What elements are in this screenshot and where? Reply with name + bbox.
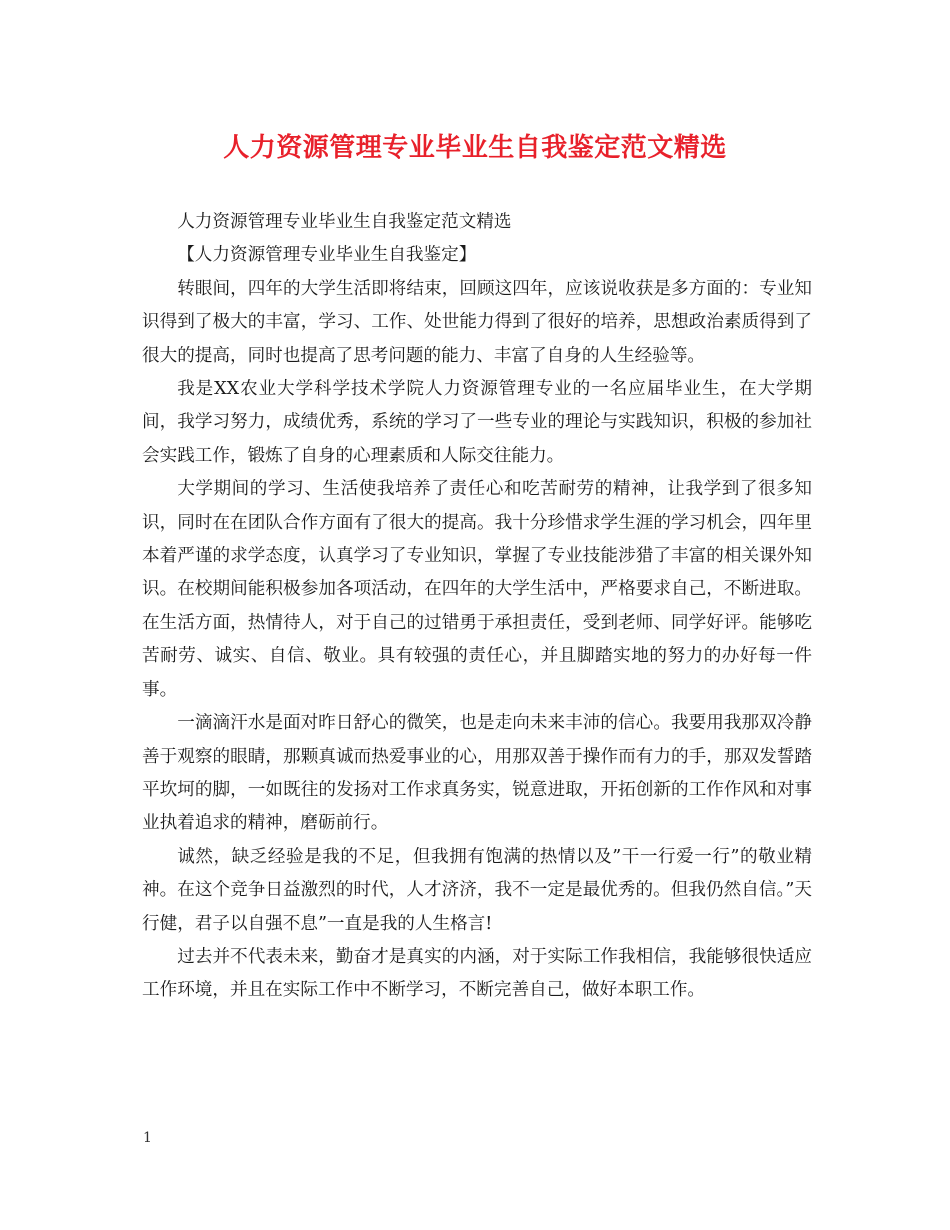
document-title: 人力资源管理专业毕业生自我鉴定范文精选 xyxy=(223,133,727,163)
body-paragraph: 诚然，缺乏经验是我的不足，但我拥有饱满的热情以及”干一行爱一行”的敬业精神。在这个竞争日益激烈的时代，人才济济，我不一定是最优秀的。但我仍然自信。”天行健，君子以自强不息”一直是我的人生格言! xyxy=(142,846,812,934)
subtitle-paragraph: 人力资源管理专业毕业生自我鉴定范文精选 xyxy=(177,212,512,232)
page-number: 1 xyxy=(143,1130,152,1146)
document-body xyxy=(142,206,812,1008)
body-paragraph: 大学期间的学习、生活使我培养了责任心和吃苦耐劳的精神，让我学到了很多知识，同时在在团队合作方面有了很大的提高。我十分珍惜求学生涯的学习机会，四年里本着严谨的求学态度，认真学习了专业知识，掌握了专业技能涉猎了丰富的相关课外知识。在校期间能积极参加各项活动，在四年的大学生活中，严格要求自己，不断进取。在生活方面，热情待人，对于自己的过错勇于承担责任，受到老师、同学好评。能够吃苦耐劳、诚实、自信、敬业。具有较强的责任心，并且脚踏实地的努力的办好每一件事。 xyxy=(142,479,812,700)
body-paragraph: 一滴滴汗水是面对昨日舒心的微笑，也是走向未来丰沛的信心。我要用我那双冷静善于观察的眼睛，那颗真诚而热爱事业的心，用那双善于操作而有力的手，那双发誓踏平坎坷的脚，一如既往的发扬对工作求真务实，锐意进取，开拓创新的工作作风和对事业执着追求的精神，磨砺前行。 xyxy=(142,713,812,834)
body-paragraph: 过去并不代表未来，勤奋才是真实的内涵，对于实际工作我相信，我能够很快适应工作环境，并且在实际工作中不断学习，不断完善自己，做好本职工作。 xyxy=(142,946,812,1001)
body-paragraph: 我是XX农业大学科学技术学院人力资源管理专业的一名应届毕业生，在大学期间，我学习努力，成绩优秀，系统的学习了一些专业的理论与实践知识，积极的参加社会实践工作，锻炼了自身的心理素质和人际交往能力。 xyxy=(142,379,812,466)
body-paragraph: 转眼间，四年的大学生活即将结束，回顾这四年，应该说收获是多方面的：专业知识得到了极大的丰富，学习、工作、处世能力得到了很好的培养，思想政治素质得到了很大的提高，同时也提高了思考问题的能力、丰富了自身的人生经验等。 xyxy=(142,278,812,366)
section-heading: 【人力资源管理专业毕业生自我鉴定】 xyxy=(177,245,477,266)
